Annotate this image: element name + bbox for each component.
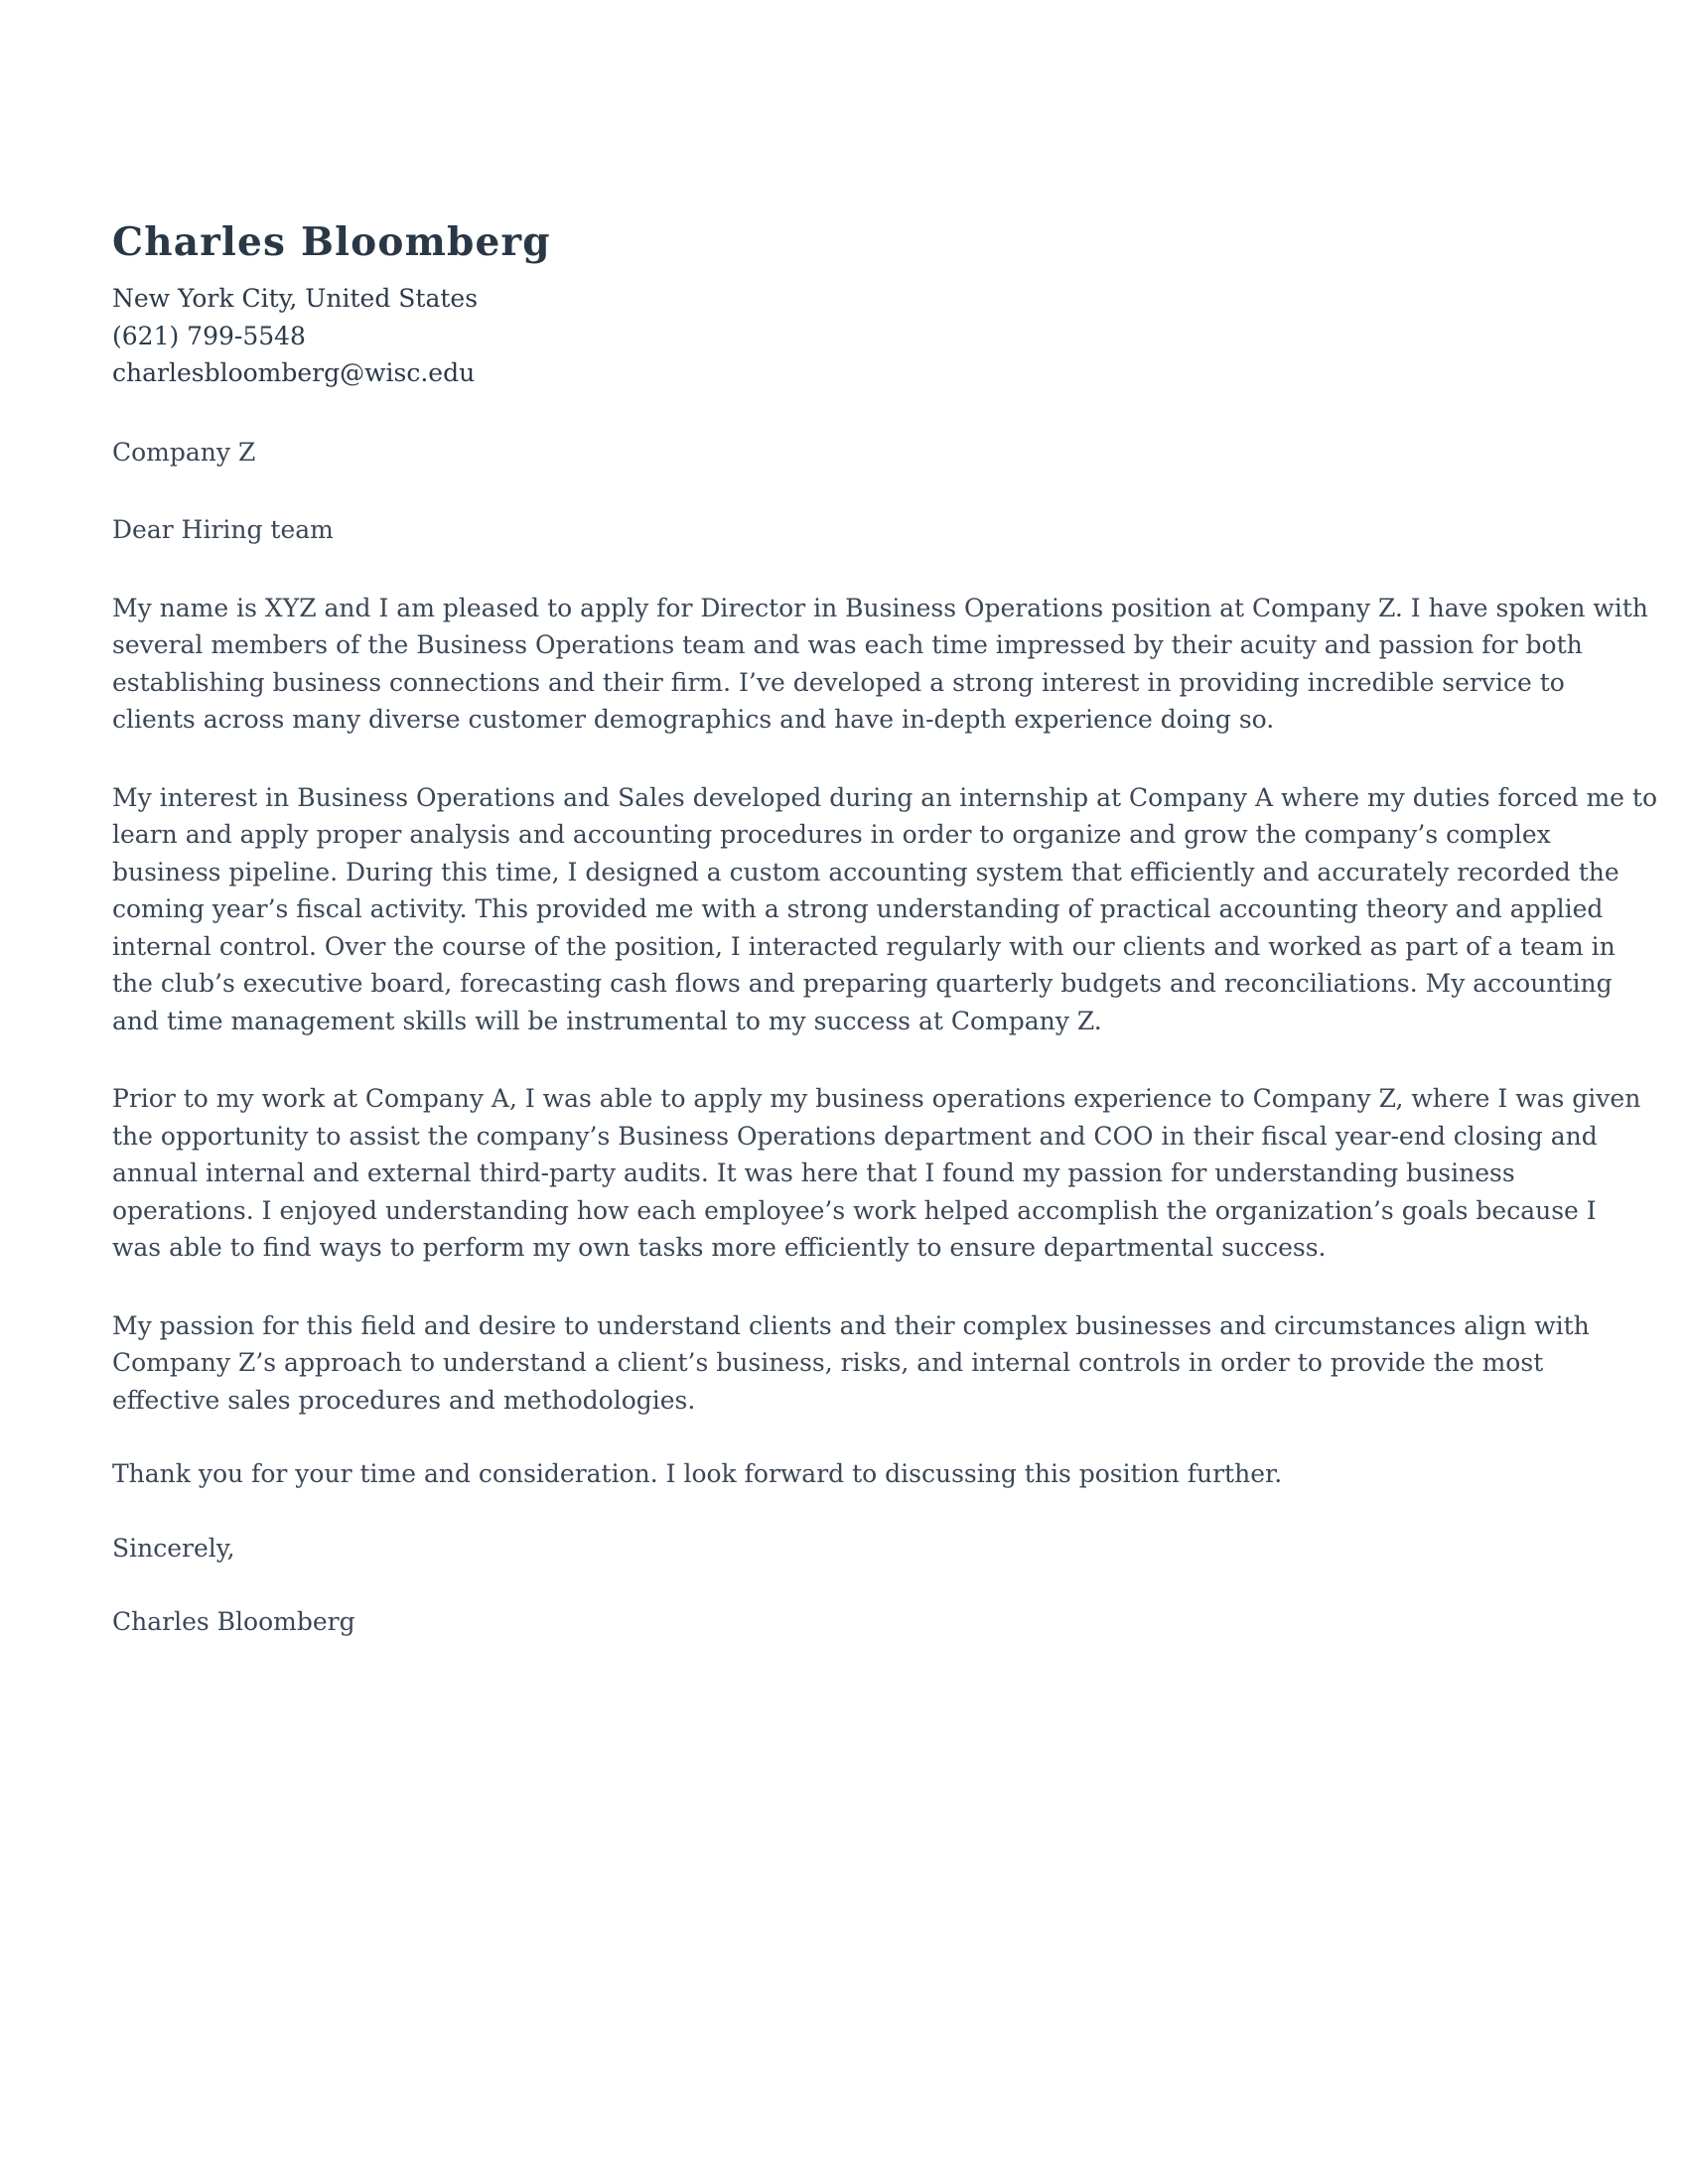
contact-block — [112, 280, 1582, 392]
paragraph-line: learn and apply proper analysis and accounting procedures in order to organize and grow the company’s complex — [112, 820, 1551, 849]
cover-letter-page — [112, 214, 1658, 1641]
paragraph-line: the opportunity to assist the company’s Business Operations department and COO in their fiscal year-end closing and — [112, 1121, 1598, 1151]
phone-text: (621) 799-5548 — [112, 321, 306, 350]
paragraph-line: establishing business connections and their firm. I’ve developed a strong interest in providing incredible service to — [112, 667, 1565, 697]
thanks-line: Thank you for your time and consideration. I look forward to discussing this position further. — [112, 1459, 1283, 1488]
paragraph-line: business pipeline. During this time, I designed a custom accounting system that efficiently and accurately recorded the — [112, 857, 1619, 887]
paragraph-line: annual internal and external third-party audits. It was here that I found my passion for understanding business — [112, 1159, 1515, 1187]
paragraph-line: My interest in Business Operations and Sales developed during an internship at Company A where my duties forced me to — [112, 782, 1658, 812]
paragraph-line: My name is XYZ and I am pleased to apply for Director in Business Operations position at Company Z. I have spoken with — [112, 593, 1648, 622]
paragraph-line: clients across many diverse customer demographics and have in-depth experience doing so. — [112, 705, 1275, 734]
recipient-company: Company Z — [112, 437, 256, 467]
body-paragraph-2 — [112, 779, 1658, 1040]
body-paragraph-3 — [112, 1080, 1641, 1267]
paragraph-line: operations. I enjoyed understanding how each employee’s work helped accomplish the organization’s goals because I — [112, 1195, 1597, 1225]
paragraph-line: was able to find ways to perform my own tasks more efficiently to ensure departmental success. — [112, 1233, 1327, 1262]
paragraph-line: Company Z’s approach to understand a client’s business, risks, and internal controls in order to provide the most — [112, 1348, 1544, 1377]
paragraph-line: Prior to my work at Company A, I was able to apply my business operations experience to Company Z, where I was given — [112, 1084, 1641, 1113]
location-text: New York City, United States — [112, 284, 479, 313]
paragraph-line: effective sales procedures and methodologies. — [112, 1385, 696, 1415]
paragraph-line: several members of the Business Operations team and was each time impressed by their acuity and passion for both — [112, 630, 1583, 659]
salutation: Dear Hiring team — [112, 515, 334, 544]
paragraph-line: coming year’s fiscal activity. This provided me with a strong understanding of practical accounting theory and applied — [112, 894, 1604, 923]
paragraph-line: and time management skills will be instrumental to my success at Company Z. — [112, 1006, 1102, 1035]
signature-name: Charles Bloomberg — [112, 1607, 355, 1636]
body-paragraph-4 — [112, 1307, 1590, 1420]
email-text: charlesbloomberg@wisc.edu — [112, 358, 476, 387]
paragraph-line: My passion for this field and desire to understand clients and their complex businesses and circumstances align with — [112, 1310, 1590, 1340]
paragraph-line: the club’s executive board, forecasting cash flows and preparing quarterly budgets and reconciliations. My accounting — [112, 969, 1613, 998]
body-paragraph-1 — [112, 590, 1648, 739]
closing-line: Sincerely, — [112, 1533, 235, 1563]
paragraph-line: internal control. Over the course of the position, I interacted regularly with our clients and worked as part of a team in — [112, 931, 1616, 961]
applicant-name: Charles Bloomberg — [112, 219, 551, 265]
